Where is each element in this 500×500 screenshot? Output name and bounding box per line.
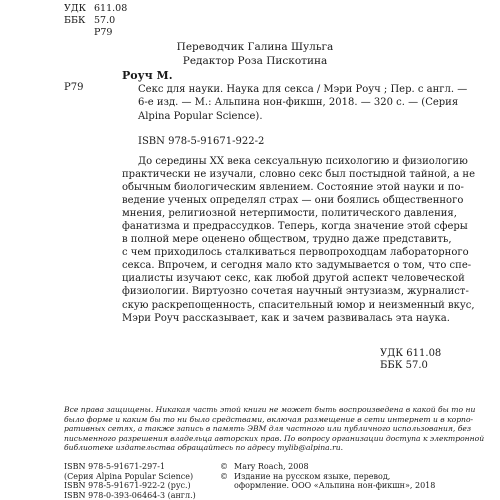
rights-line: ративных сетях, а также запись в память ЭВМ для частного или публичного использования, без [64,424,472,434]
rights-notice [64,405,485,453]
code-key [64,27,94,39]
copyright-text: Издание на русском языке, перевод, [234,471,391,481]
code-row [380,348,441,360]
code-row [64,27,127,39]
rights-line: библиотеке издательства обращайтесь по адресу mylib@alpina.ru. [64,443,344,453]
description-line: 6-е изд. — М.: Альпина нон-фикшн, 2018. — 320 с. — (Серия [138,97,459,109]
code-row [64,15,127,27]
description-line: Alpina Popular Science). [138,110,263,122]
abstract-line: мнения, религиозной нетерпимости, политического давления, [122,208,457,220]
rights-line: письменного разрешения владельца авторских прав. По вопросу организации доступа к электронной [64,433,485,443]
classification-codes-bottom [380,348,441,372]
isbn-line: (Серия Alpina Popular Science) [64,471,194,481]
abstract-line: физиологии. Виртуозно сочетая научный энтузиазм, журналист- [122,286,469,298]
code-row [380,360,441,372]
rights-line: было форме и каким бы то ни было средствами, включая размещение в сети интернет и в корпо- [64,414,474,424]
abstract-line: секса. Впрочем, и сегодня мало кто задумывается о том, что спе- [122,260,472,272]
copyright-line [220,481,435,491]
code-value: Р79 [94,27,113,38]
description-line: Секс для науки. Наука для секса / Мэри Роуч ; Пер. с англ. — [138,84,468,95]
abstract-line: в полной мере оценено обществом, трудно даже представить, [122,234,452,246]
abstract-line: циалисты изучают секс, как любой другой аспект человеческой [122,273,465,285]
code-key: УДК [64,3,86,14]
isbn-line: ISBN 978-5-91671-297-1 [64,462,166,471]
isbn-list [64,462,196,500]
code-row [64,3,127,15]
copyright-line [220,472,435,482]
margin-code: Р79 [64,82,84,93]
code-key: УДК [380,348,404,359]
code-value: 57.0 [405,360,428,371]
translator-credit: Переводчик Галина Шульга [176,41,334,53]
code-value: 611.08 [94,3,128,14]
credits [160,40,350,68]
classification-codes-top [64,3,127,39]
abstract-line: практически не изучали, словно секс был постыдной тайной, а не [122,169,475,181]
editor-credit: Редактор Роза Пискотина [182,55,328,67]
abstract-line: обычным биологическим явлением. Состояние этой науки и по- [122,182,464,194]
abstract-line: фанатизма и предрассудков. Теперь, когда значение этой сферы [122,221,468,233]
abstract-line: Мэри Роуч рассказывает, как и зачем развивалась эта наука. [122,312,450,324]
abstract-line: ведение ученых определял страх — они боялись общественного [122,195,464,207]
copyright-symbol [220,481,234,491]
abstract-line: До середины XX века сексуальную психологию и физиологию [138,156,468,167]
code-value: 611.08 [406,348,442,359]
code-value: 57.0 [94,15,116,26]
copyright-text: Mary Roach, 2008 [234,462,309,471]
copyright-line [220,462,435,472]
bibliographic-description [138,83,468,123]
rights-line: Все права защищены. Никакая часть этой книги не может быть воспроизведена в какой бы то ни [64,405,476,414]
copyright-symbol: © [220,471,228,481]
abstract-line: с чем приходилось сталкиваться первопроходцам лабораторного [122,247,469,259]
catalog-isbn: ISBN 978-5-91671-922-2 [138,136,265,147]
isbn-line: ISBN 978-0-393-06464-3 (англ.) [64,490,196,500]
copyright-symbol: © [220,462,228,471]
copyright-text: оформление. ООО «Альпина нон-фикшн», 2018 [234,481,436,491]
copyright-block [220,462,435,491]
isbn-line: ISBN 978-5-91671-922-2 (рус.) [64,481,191,491]
abstract [122,155,475,325]
code-key: ББК [380,360,403,371]
code-key: ББК [64,15,86,26]
author-name: Роуч М. [122,69,173,82]
abstract-line: скую раскрепощенность, спасительный юмор и неизменный вкус, [122,299,475,311]
